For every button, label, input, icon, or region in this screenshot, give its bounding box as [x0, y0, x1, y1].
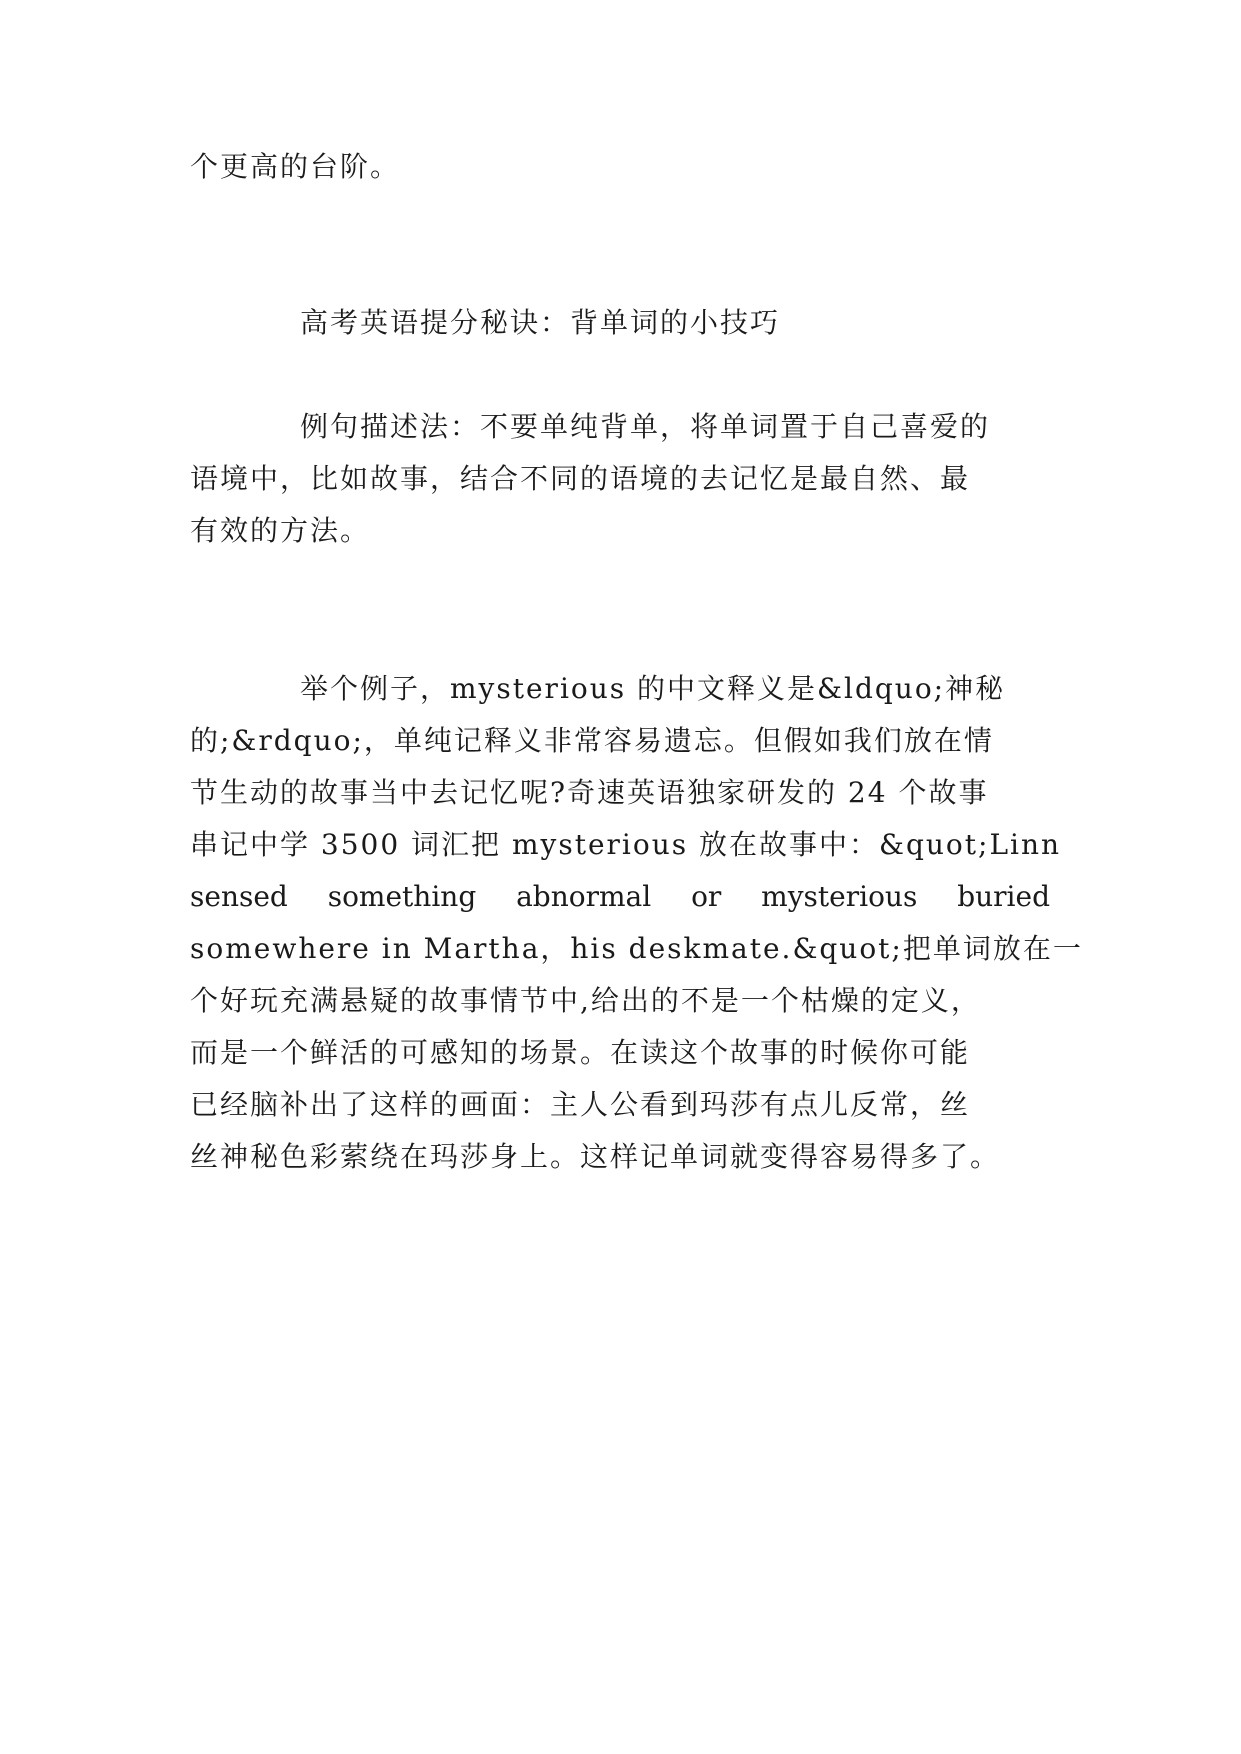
continuation-line: 个更高的台阶。	[190, 150, 401, 183]
paragraph1-line: 有效的方法。	[190, 514, 371, 547]
paragraph2-line: 而是一个鲜活的可感知的场景。在读这个故事的时候你可能	[190, 1036, 971, 1069]
justified-word: sensed	[190, 880, 288, 913]
paragraph2-line: 丝神秘色彩萦绕在玛莎身上。这样记单词就变得容易得多了。	[190, 1140, 1001, 1173]
paragraph2-line: 已经脑补出了这样的画面：主人公看到玛莎有点儿反常，丝	[190, 1088, 971, 1121]
justified-word: abnormal	[516, 880, 652, 913]
justified-word: mysterious	[761, 880, 918, 913]
paragraph1-line: 例句描述法：不要单纯背单，将单词置于自己喜爱的	[300, 410, 991, 443]
paragraph1-line: 语境中，比如故事，结合不同的语境的去记忆是最自然、最	[190, 462, 971, 495]
justified-word: or	[691, 880, 722, 913]
paragraph2-line: 串记中学 3500 词汇把 mysterious 放在故事中：&quot;Linn	[190, 828, 1062, 861]
paragraph2-justified-line	[190, 880, 1050, 914]
paragraph2-line: 个好玩充满悬疑的故事情节中,给出的不是一个枯燥的定义，	[190, 984, 981, 1017]
paragraph2-line: somewhere in Martha，his deskmate.&quot;把单词放在一	[190, 932, 1083, 965]
section-heading: 高考英语提分秘诀：背单词的小技巧	[300, 306, 781, 339]
paragraph2-line: 的;&rdquo;，单纯记释义非常容易遗忘。但假如我们放在情	[190, 724, 994, 757]
justified-word: something	[327, 880, 477, 913]
paragraph2-line: 节生动的故事当中去记忆呢?奇速英语独家研发的 24 个故事	[190, 776, 989, 809]
justified-word: buried	[957, 880, 1050, 913]
paragraph2-line: 举个例子，mysterious 的中文释义是&ldquo;神秘	[300, 672, 1006, 705]
